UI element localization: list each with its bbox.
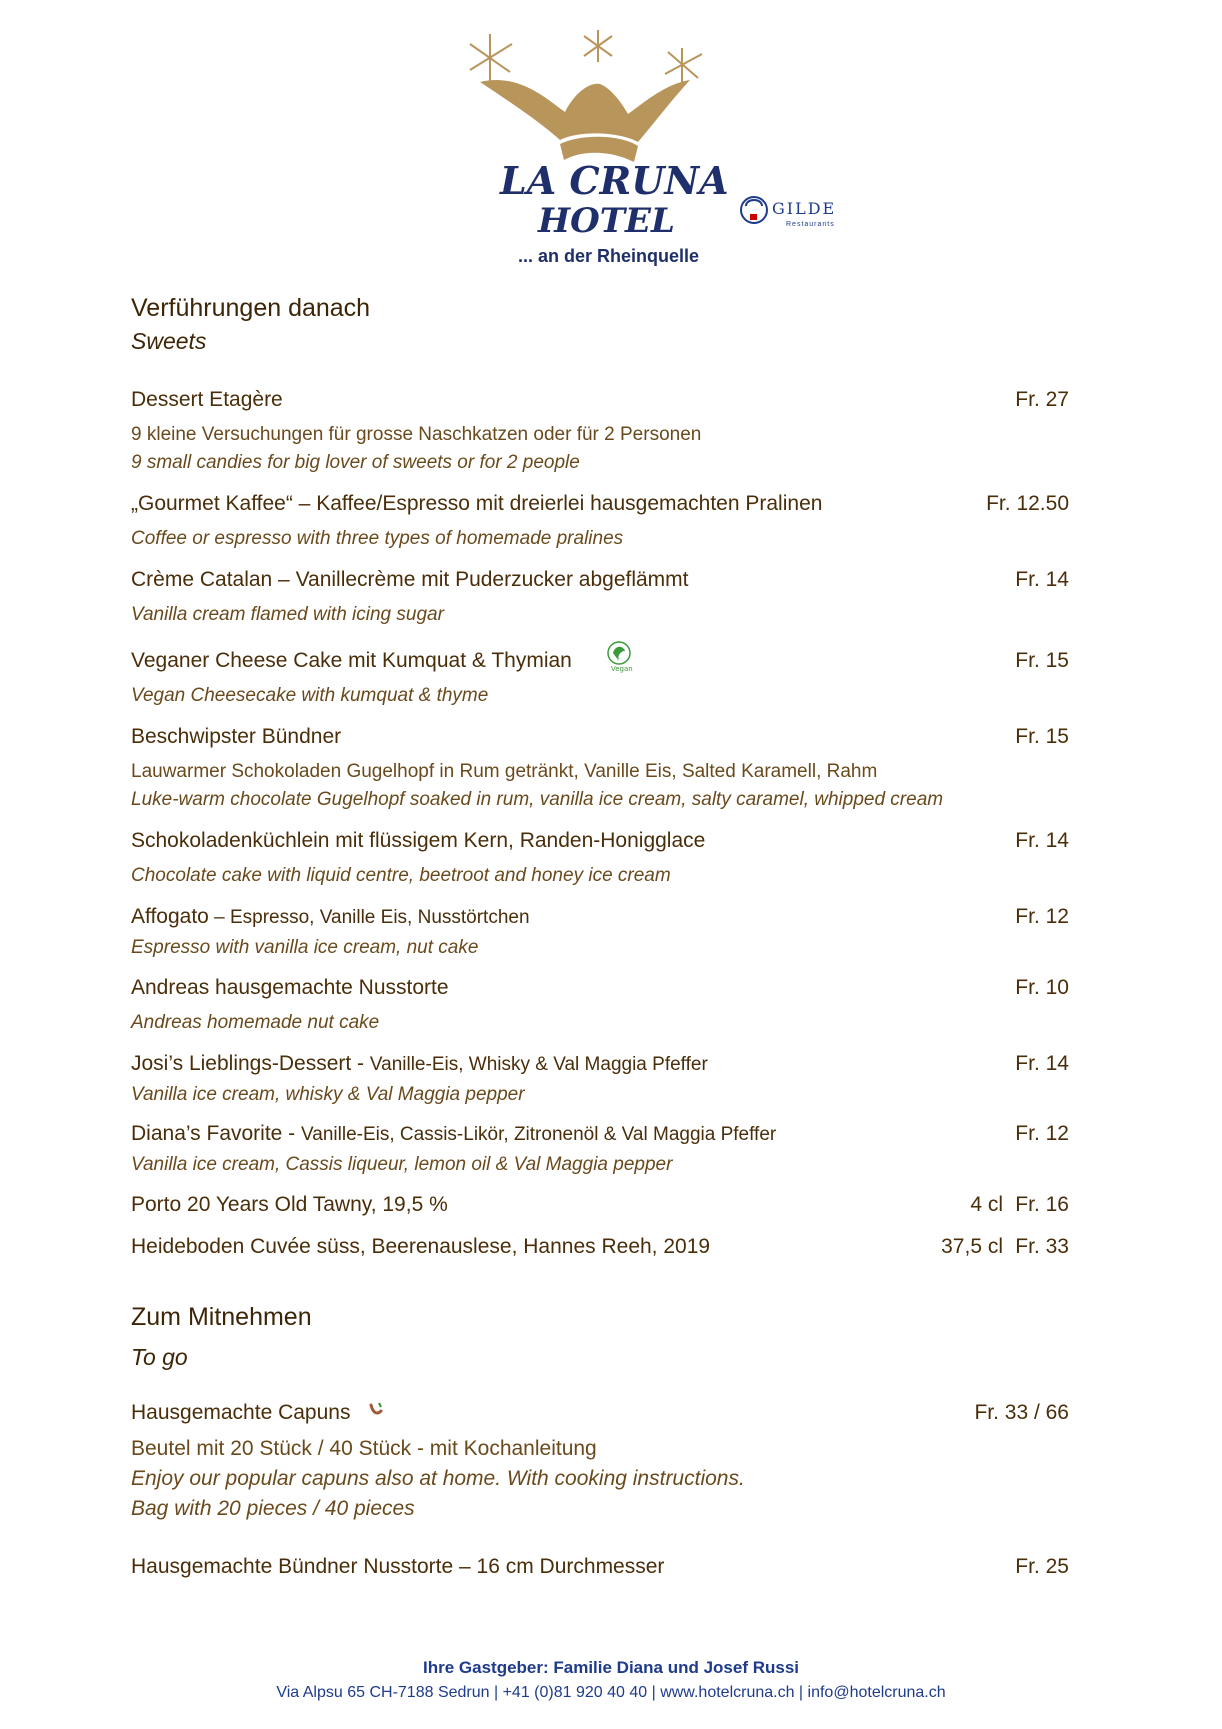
menu-item bbox=[131, 1052, 1069, 1082]
item-price: Fr. 27 bbox=[1015, 388, 1069, 411]
section-title-sweets: Verführungen danach bbox=[131, 294, 371, 322]
item-price: Fr. 25 bbox=[1015, 1555, 1069, 1578]
item-price: Fr. 33 bbox=[1015, 1235, 1069, 1258]
section-title-to-go: Zum Mitnehmen bbox=[131, 1303, 312, 1331]
item-name: Beschwipster Bündner bbox=[131, 725, 342, 748]
item-desc-en: Chocolate cake with liquid centre, beetroot and honey ice cream bbox=[131, 865, 671, 886]
section-subtitle-to-go: To go bbox=[131, 1344, 188, 1370]
gilde-sub: Restaurants bbox=[786, 221, 835, 228]
item-name: Andreas hausgemachte Nusstorte bbox=[131, 976, 449, 999]
item-quantity: 37,5 cl bbox=[941, 1235, 1003, 1258]
item-price: Fr. 14 bbox=[1015, 1052, 1069, 1075]
footer-contact: Via Alpsu 65 CH-7188 Sedrun | +41 (0)81 920 40 40 | www.hotelcruna.ch | info@hotelcruna.ch bbox=[276, 1684, 946, 1701]
item-name-detail: – Espresso, Vanille Eis, Nusstörtchen bbox=[208, 907, 530, 928]
item-name-main: Diana’s Favorite - bbox=[131, 1122, 302, 1145]
item-desc-en-2: Bag with 20 pieces / 40 pieces bbox=[131, 1497, 415, 1520]
menu-item bbox=[131, 1555, 1069, 1585]
item-price: Fr. 33 / 66 bbox=[974, 1401, 1069, 1424]
item-name-main: Josi’s Lieblings-Dessert - bbox=[131, 1052, 370, 1075]
item-name: Hausgemachte Bündner Nusstorte – 16 cm Durchmesser bbox=[131, 1555, 665, 1578]
star-icon bbox=[584, 30, 612, 62]
item-desc-en: 9 small candies for big lover of sweets or for 2 people bbox=[131, 452, 580, 473]
item-price: Fr. 14 bbox=[1015, 829, 1069, 852]
item-name: Veganer Cheese Cake mit Kumquat & Thymian bbox=[131, 649, 572, 672]
menu-item bbox=[131, 725, 1069, 755]
item-desc-en: Luke-warm chocolate Gugelhopf soaked in rum, vanilla ice cream, salty caramel, whipped cream bbox=[131, 789, 944, 810]
star-icon bbox=[665, 48, 702, 84]
item-name-detail: Vanille-Eis, Cassis-Likör, Zitronenöl & Val Maggia Pfeffer bbox=[301, 1124, 777, 1145]
item-name bbox=[131, 905, 530, 929]
item-price: Fr. 12 bbox=[1015, 1122, 1069, 1145]
item-desc-en: Enjoy our popular capuns also at home. With cooking instructions. bbox=[131, 1467, 745, 1490]
item-name: Porto 20 Years Old Tawny, 19,5 % bbox=[131, 1193, 448, 1216]
item-desc-en: Vegan Cheesecake with kumquat & thyme bbox=[131, 685, 489, 706]
item-price: Fr. 15 bbox=[1015, 725, 1069, 748]
item-quantity: 4 cl bbox=[970, 1193, 1003, 1216]
menu-item bbox=[131, 976, 1069, 1006]
chili-icon bbox=[367, 1401, 385, 1419]
item-desc-de: Beutel mit 20 Stück / 40 Stück - mit Kochanleitung bbox=[131, 1437, 597, 1460]
item-price: Fr. 12 bbox=[1015, 905, 1069, 928]
svg-text:Vegan: Vegan bbox=[611, 665, 633, 673]
menu-item bbox=[131, 649, 1069, 679]
item-name bbox=[131, 1052, 708, 1076]
item-name: „Gourmet Kaffee“ – Kaffee/Espresso mit dreierlei hausgemachten Pralinen bbox=[131, 492, 823, 515]
menu-item bbox=[131, 492, 1069, 522]
menu-item bbox=[131, 1401, 1069, 1431]
menu-item bbox=[131, 1122, 1069, 1152]
item-name: Dessert Etagère bbox=[131, 388, 283, 411]
item-desc-en: Vanilla ice cream, whisky & Val Maggia pepper bbox=[131, 1084, 525, 1105]
menu-item bbox=[131, 829, 1069, 859]
star-icon bbox=[470, 34, 512, 84]
crown-icon bbox=[480, 80, 690, 162]
item-desc-en: Espresso with vanilla ice cream, nut cake bbox=[131, 937, 479, 958]
menu-item bbox=[131, 905, 1069, 935]
item-name: Schokoladenküchlein mit flüssigem Kern, Randen-Honigglace bbox=[131, 829, 706, 852]
item-desc-en: Vanilla cream flamed with icing sugar bbox=[131, 604, 444, 625]
item-desc-de: Lauwarmer Schokoladen Gugelhopf in Rum getränkt, Vanille Eis, Salted Karamell, Rahm bbox=[131, 761, 878, 782]
item-name: Heideboden Cuvée süss, Beerenauslese, Hannes Reeh, 2019 bbox=[131, 1235, 711, 1258]
gilde-name: GILDE bbox=[772, 199, 837, 218]
item-name-main: Affogato bbox=[131, 905, 209, 928]
logo-line1: LA CRUNA bbox=[500, 158, 729, 203]
logo-line2: HOTEL bbox=[538, 201, 675, 241]
vegan-icon bbox=[601, 637, 637, 673]
item-price: Fr. 10 bbox=[1015, 976, 1069, 999]
item-name: Hausgemachte Capuns bbox=[131, 1401, 351, 1424]
footer-hosts: Ihre Gastgeber: Familie Diana und Josef Russi bbox=[423, 1658, 799, 1677]
item-desc-de: 9 kleine Versuchungen für grosse Naschkatzen oder für 2 Personen bbox=[131, 424, 702, 445]
item-name bbox=[131, 1122, 776, 1146]
item-desc-en: Coffee or espresso with three types of homemade pralines bbox=[131, 528, 624, 549]
item-name: Crème Catalan – Vanillecrème mit Puderzucker abgeflämmt bbox=[131, 568, 689, 591]
gilde-logo bbox=[738, 188, 858, 236]
logo-tagline: ... an der Rheinquelle bbox=[518, 246, 700, 266]
section-subtitle-sweets: Sweets bbox=[131, 328, 207, 354]
item-price: Fr. 14 bbox=[1015, 568, 1069, 591]
menu-item bbox=[131, 1235, 1069, 1265]
item-desc-en: Vanilla ice cream, Cassis liqueur, lemon oil & Val Maggia pepper bbox=[131, 1154, 673, 1175]
item-price: Fr. 15 bbox=[1015, 649, 1069, 672]
item-name-detail: Vanille-Eis, Whisky & Val Maggia Pfeffer bbox=[369, 1054, 708, 1075]
menu-item bbox=[131, 1193, 1069, 1223]
item-price: Fr. 16 bbox=[1015, 1193, 1069, 1216]
item-desc-en: Andreas homemade nut cake bbox=[131, 1012, 380, 1033]
la-cruna-hotel-logo bbox=[460, 22, 730, 272]
item-price: Fr. 12.50 bbox=[986, 492, 1069, 515]
menu-item bbox=[131, 388, 1069, 418]
menu-item bbox=[131, 568, 1069, 598]
